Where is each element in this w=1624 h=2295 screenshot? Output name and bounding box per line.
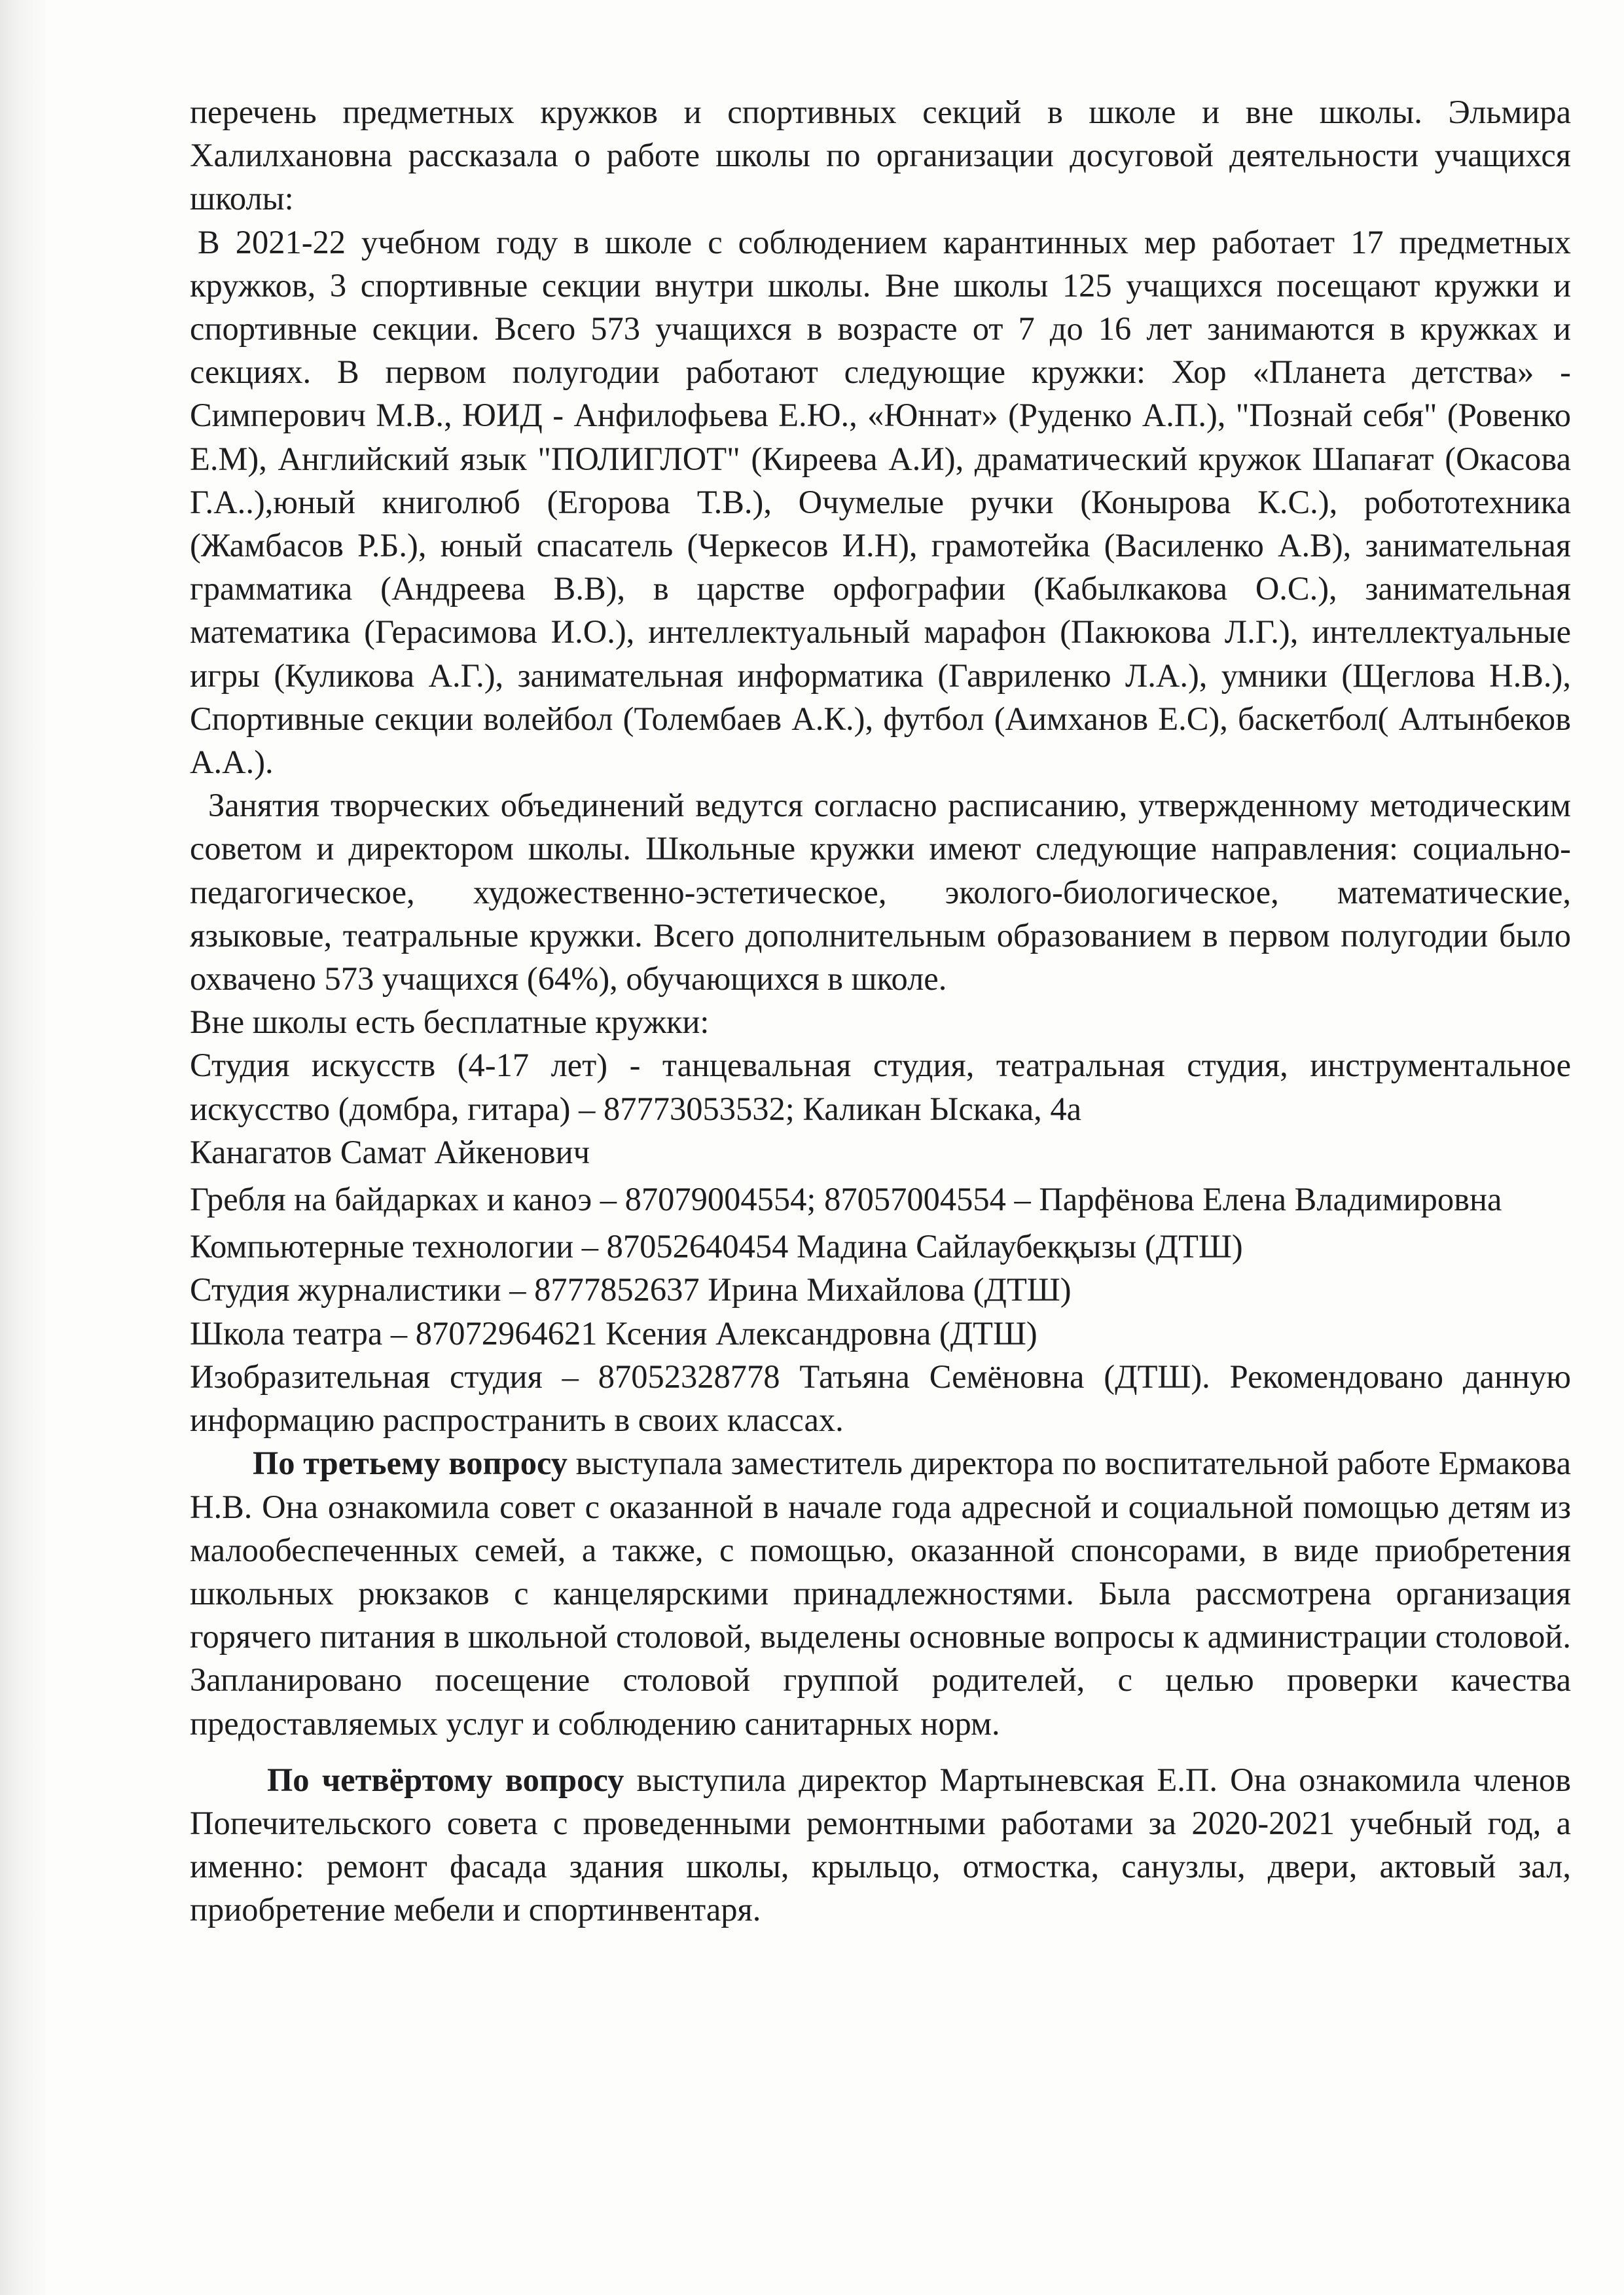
paragraph-studio-of-arts: Студия искусств (4-17 лет) - танцевальная студия, театральная студия, инструментальное искусство (домбра, гитара) – 87773053532; Каликан Ыскака, 4а bbox=[190, 1047, 1571, 1127]
paragraph-rowing: Гребля на байдарках и каноэ – 87079004554; 87057004554 – Парфёнова Елена Владимировна bbox=[190, 1181, 1502, 1218]
third-question-body: выступала заместитель директора по воспитательной работе Ермакова Н.В. Она ознакомила совет с оказанной в начале года адресной и социальной помощью детям из малообеспеченных семей, а также, с помощью, оказанной спонсорами, в виде приобретения школьных рюкзаков с канцелярскими принадлежностями. Была рассмотрена организация горячего питания в школьной столовой, выделены основные вопросы к администрации столовой. Запланировано посещение столовой группой родителей, с целью проверки качества предоставляемых услуг и соблюдению санитарных норм. bbox=[190, 1445, 1572, 1742]
paragraph-art-studio: Изобразительная студия – 87052328778 Татьяна Семёновна (ДТШ). Рекомендовано данную информацию распространить в своих классах. bbox=[190, 1358, 1571, 1439]
contact-computer-technologies: Компьютерные технологии – 87052640454 Мадина Сайлаубекқызы (ДТШ) bbox=[190, 1228, 1243, 1265]
document-body bbox=[190, 90, 1571, 1932]
paragraph-fourth-question bbox=[190, 1758, 1571, 1932]
paragraph-clubs-2021: В 2021-22 учебном году в школе с соблюдением карантинных мер работает 17 предметных кружков, 3 спортивные секции внутри школы. Вне школы 125 учащихся посещают кружки и спортивные секции. Всего 573 учащихся в возрасте от 7 до 16 лет занимаются в кружках и секциях. В первом полугодии работают следующие кружки: Хор «Планета детства» - Симперович М.В., ЮИД - Анфилофьева Е.Ю., «Юннат» (Руденко А.П.), "Познай себя" (Ровенко Е.М), Английский язык "ПОЛИГЛОТ" (Киреева А.И), драматический кружок Шапағат (Окасова Г.А..),юный книголюб (Егорова Т.В.), Очумелые ручки (Конырова К.С.), робототехника (Жамбасов Р.Б.), юный спасатель (Черкесов И.Н), грамотейка (Василенко А.В), занимательная грамматика (Андреева В.В), в царстве орфографии (Кабылкакова О.С.), занимательная математика (Герасимова И.О.), интеллектуальный марафон (Пакюкова Л.Г.), интеллектуальные игры (Куликова А.Г.), занимательная информатика (Гавриленко Л.А.), умники (Щеглова Н.В.), Спортивные секции волейбол (Толембаев А.К.), футбол (Аимханов Е.С), баскетбол( Алтынбеков А.А.). bbox=[190, 223, 1571, 781]
scan-edge-shadow bbox=[0, 0, 46, 2295]
free-clubs-heading: Вне школы есть бесплатные кружки: bbox=[190, 1003, 710, 1041]
contact-journalism-studio: Студия журналистики – 8777852637 Ирина Михайлова (ДТШ) bbox=[190, 1271, 1072, 1309]
fourth-question-body: выступила директор Мартыневская Е.П. Она ознакомила членов Попечительского совета с проведенными ремонтными работами за 2020-2021 учебный год, а именно: ремонт фасада здания школы, крыльцо, отмостка, санузлы, двери, актовый зал, приобретение мебели и спортинвентаря. bbox=[190, 1761, 1571, 1928]
paragraph-intro: перечень предметных кружков и спортивных секций в школе и вне школы. Эльмира Халилхановна рассказала о работе школы по организации досуговой деятельности учащихся школы: bbox=[190, 94, 1571, 217]
contact-kanagatov: Канагатов Самат Айкенович bbox=[190, 1133, 590, 1170]
third-question-heading: По третьему вопросу bbox=[253, 1445, 568, 1482]
contact-theatre-school: Школа театра – 87072964621 Ксения Александровна (ДТШ) bbox=[190, 1314, 1038, 1352]
fourth-question-heading: По четвёртому вопросу bbox=[267, 1761, 624, 1798]
paragraph-creative-associations: Занятия творческих объединений ведутся согласно расписанию, утвержденному методическим советом и директором школы. Школьные кружки имеют следующие направления: социально-педагогическое, художественно-эстетическое, эколого-биологическое, математические, языковые, театральные кружки. Всего дополнительным образованием в первом полугодии было охвачено 573 учащихся (64%), обучающихся в школе. bbox=[190, 787, 1571, 998]
paragraph-third-question bbox=[190, 1441, 1571, 1744]
